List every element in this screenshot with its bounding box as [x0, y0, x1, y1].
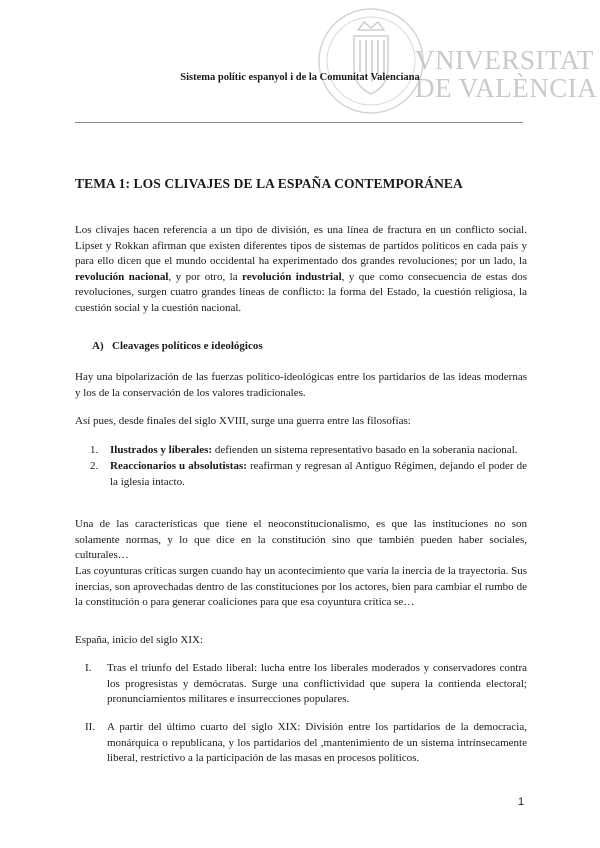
paragraph-coyunturas-criticas: Las coyunturas críticas surgen cuando hay un acontecimiento que varía la inercia de la trayectoria. Sus inercias, son aprovechadas dentro de las constituciones por los actores, bien para cambiar el rumbo de la constitución o para generar coaliciones para que esa coyuntura crítica se… — [75, 565, 527, 609]
header-divider — [75, 122, 523, 123]
document-header-title: Sistema polític espanyol i de la Comunitat Valenciana — [180, 72, 420, 83]
page-number: 1 — [518, 796, 525, 808]
paragraph-asi-pues: Así pues, desde finales del siglo XVIII, surge una guerra entre las filosofías: — [75, 415, 411, 427]
list-number: I. — [85, 662, 92, 674]
paragraph-espana-siglo-xix: España, inicio del siglo XIX: — [75, 634, 204, 646]
intro-paragraph: Los clivajes hacen referencia a un tipo de división, es una línea de fractura en un conflicto social. Lipset y Rokkan afirman que existen diferentes tipos de sistemas de partidos políticos en cada país y para ello dicen que el mundo occidental ha experimentado dos grandes revoluciones; por un lado, la revolución nacional, y por otro, la revolución industrial, y que como consecuencia de estas dos revoluciones, surgen cuatro grandes líneas de conflicto: la forma del Estado, la cuestión religiosa, la cuestión social y la cuestión nacional. — [75, 224, 528, 314]
list-term: Ilustrados y liberales: — [110, 444, 213, 456]
paragraph-neoconstitucionalismo: Una de las características que tiene el neoconstitucionalismo, es que las instituciones no son solamente normas, y lo que dice en la constitución sino que también pueden haber sociales, culturales… — [75, 518, 527, 562]
list-number: II. — [85, 721, 96, 733]
university-seal-logo — [316, 6, 426, 116]
list-item: 1. Ilustrados y liberales: defienden un sistema representativo basado en la soberanía nacional. — [90, 443, 527, 459]
term-revolucion-industrial: revolución industrial — [242, 270, 342, 283]
list-item — [75, 661, 527, 709]
list-item: 2. Reaccionarios u absolutistas: reafirman y regresan al Antiguo Régimen, dejando el poder de la iglesia intacto. — [90, 460, 528, 488]
page-title: TEMA 1: LOS CLIVAJES DE LA ESPAÑA CONTEMPORÁNEA — [75, 176, 463, 191]
section-heading — [92, 340, 263, 352]
term-revolucion-nacional: revolución nacional — [75, 270, 169, 283]
section-heading-text: Cleavages políticos e ideológicos — [112, 340, 263, 352]
list-item — [75, 720, 527, 768]
wordmark-line-1: VNIVERSITAT — [415, 45, 594, 75]
list-term: Reaccionarios u absolutistas: — [110, 460, 247, 472]
wordmark-line-2: DE VALÈNCIA — [415, 73, 598, 103]
list-number: 2. — [90, 460, 99, 472]
list-number: 1. — [90, 444, 99, 456]
section-marker: A) — [92, 340, 104, 352]
list-text: A partir del último cuarto del siglo XIX: División entre los partidarios de la democracia, monárquica o republicana, y los partidarios del ,mantenimiento de un sistema intrínsecamente liberal, restrictivo a la participación de las masas en procesos políticos. — [107, 721, 527, 765]
paragraph-bipolarizacion: Hay una bipolarización de las fuerzas político-ideológicas entre los partidarios de las ideas modernas y los de la conservación de los valores tradicionales. — [75, 371, 527, 399]
list-text: Tras el triunfo del Estado liberal: lucha entre los liberales moderados y conservadores contra los progresistas y demócratas. Surge una conflictividad que supera la contienda electoral; pronunciamientos militares e insurrecciones populares. — [107, 662, 527, 706]
